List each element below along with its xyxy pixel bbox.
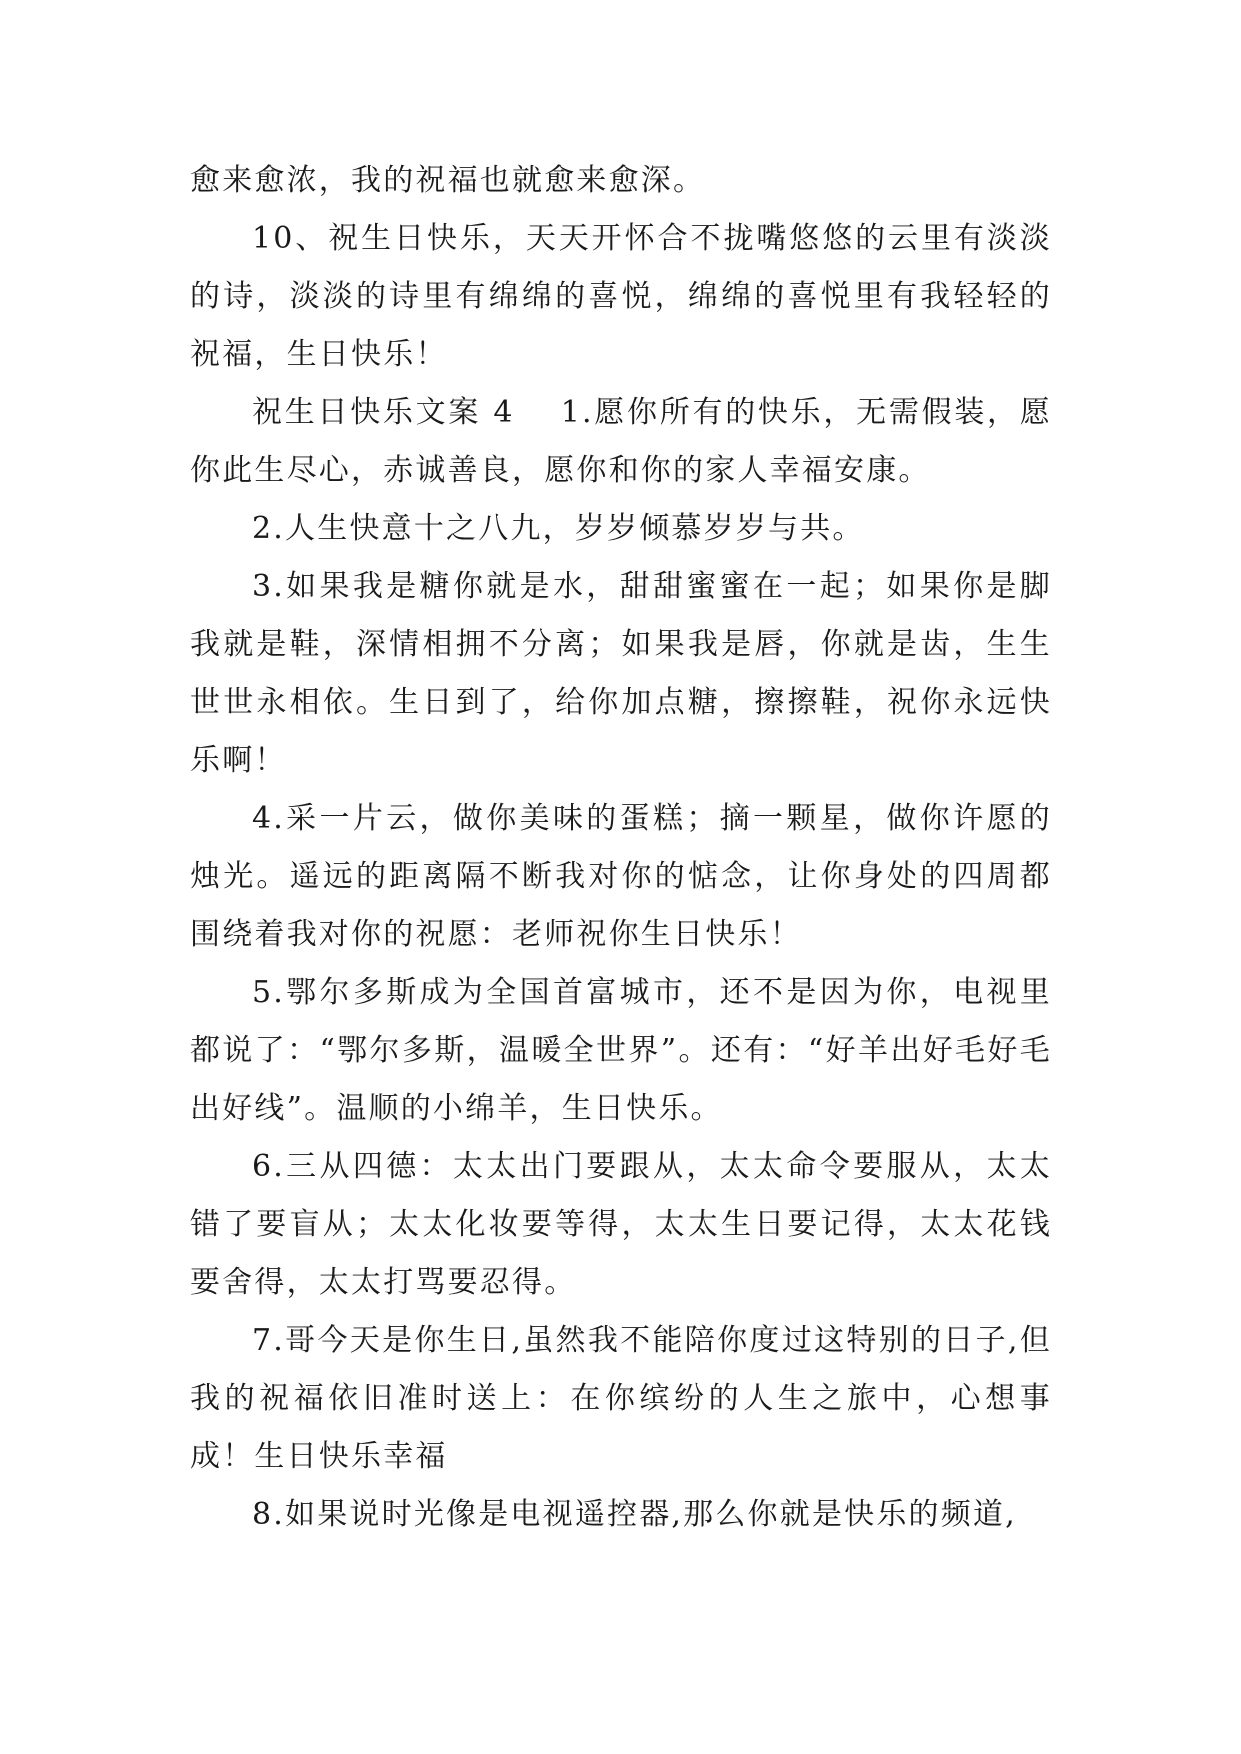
paragraph-10: 10、祝生日快乐，天天开怀合不拢嘴悠悠的云里有淡淡的诗，淡淡的诗里有绵绵的喜悦，绵绵的喜悦里有我轻轻的祝福，生日快乐！	[190, 221, 1052, 372]
paragraph-3: 3.如果我是糖你就是水，甜甜蜜蜜在一起；如果你是脚我就是鞋，深情相拥不分离；如果我是唇，你就是齿，生生世世永相依。生日到了，给你加点糖，擦擦鞋，祝你永远快乐啊！	[190, 569, 1052, 778]
paragraph-5: 5.鄂尔多斯成为全国首富城市，还不是因为你，电视里都说了：“鄂尔多斯，温暖全世界”。还有：“好羊出好毛好毛出好线”。温顺的小绵羊，生日快乐。	[190, 975, 1052, 1126]
paragraph-4: 4.采一片云，做你美味的蛋糕；摘一颗星，做你许愿的烛光。遥远的距离隔不断我对你的惦念，让你身处的四周都围绕着我对你的祝愿：老师祝你生日快乐！	[190, 801, 1052, 952]
paragraph-2: 2.人生快意十之八九，岁岁倾慕岁岁与共。	[252, 511, 865, 546]
paragraph-6: 6.三从四德：太太出门要跟从，太太命令要服从，太太错了要盲从；太太化妆要等得，太太生日要记得，太太花钱要舍得，太太打骂要忍得。	[190, 1149, 1052, 1300]
paragraph-1-text: 1.愿你所有的快乐，无需假装，愿你此生尽心，赤诚善良，愿你和你的家人幸福安康。	[190, 395, 1052, 488]
document-page	[190, 152, 1052, 1544]
paragraph-7: 7.哥今天是你生日,虽然我不能陪你度过这特别的日子,但我的祝福依旧准时送上：在你缤纷的人生之旅中，心想事成！生日快乐幸福	[190, 1323, 1052, 1474]
paragraph-8: 8.如果说时光像是电视遥控器,那么你就是快乐的频道,	[252, 1497, 1017, 1532]
section-paragraph-1	[190, 384, 1052, 500]
section-title: 祝生日快乐文案 4	[252, 395, 515, 430]
continued-paragraph: 愈来愈浓，我的祝福也就愈来愈深。	[190, 163, 706, 198]
